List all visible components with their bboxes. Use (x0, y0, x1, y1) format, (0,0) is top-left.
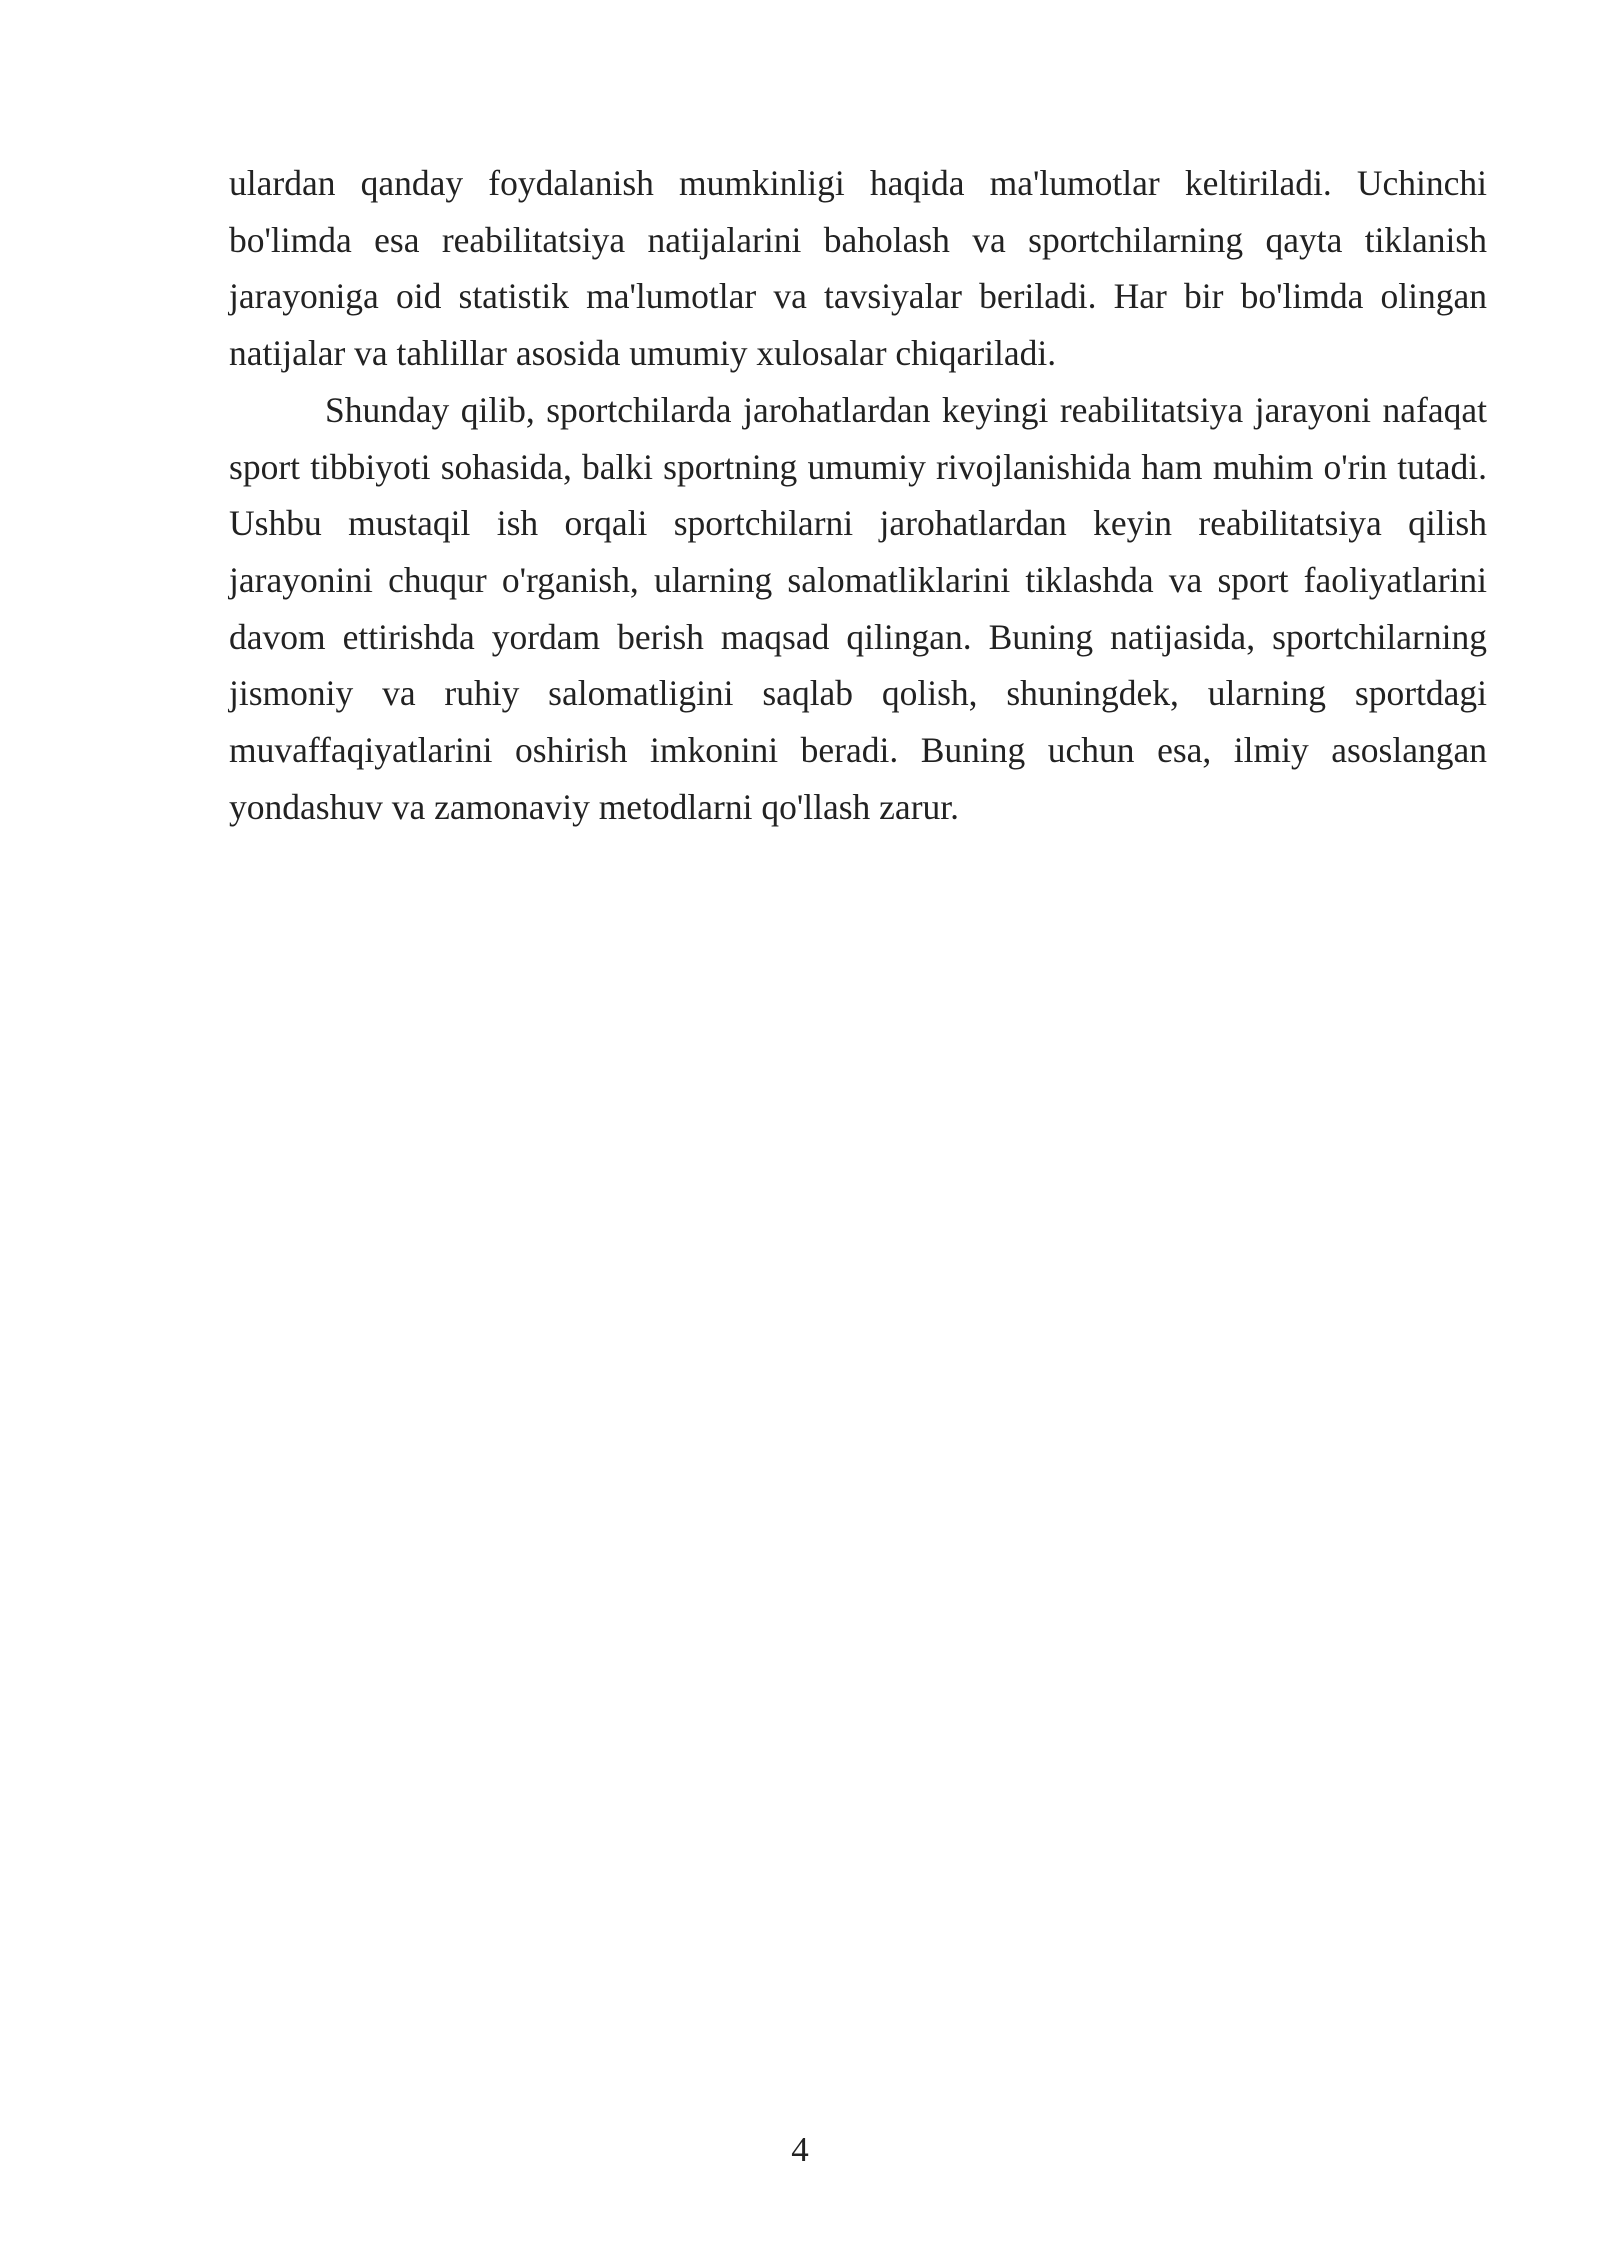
body-text (229, 155, 1487, 835)
paragraph-continuation: ulardan qanday foydalanish mumkinligi haqida ma'lumotlar keltiriladi. Uchinchi bo'limda esa reabilitatsiya natijalarini baholash va sportchilarning qayta tiklanish jarayoniga oid statistik ma'lumotlar va tavsiyalar beriladi. Har bir bo'limda olingan natijalar va tahlillar asosida umumiy xulosalar chiqariladi. (229, 163, 1487, 374)
paragraph-conclusion: Shunday qilib, sportchilarda jarohatlardan keyingi reabilitatsiya jarayoni nafaqat sport tibbiyoti sohasida, balki sportning umumiy rivojlanishida ham muhim o'rin tutadi. Ushbu mustaqil ish orqali sportchilarni jarohatlardan keyin reabilitatsiya qilish jarayonini chuqur o'rganish, ularning salomatliklarini tiklashda va sport faoliyatlarini davom ettirishda yordam berish maqsad qilingan. Buning natijasida, sportchilarning jismoniy va ruhiy salomatligini saqlab qolish, shuningdek, ularning sportdagi muvaffaqiyatlarini oshirish imkonini beradi. Buning uchun esa, ilmiy asoslangan yondashuv va zamonaviy metodlarni qo'llash zarur. (229, 389, 1487, 827)
page-number: 4 (791, 2130, 809, 2169)
